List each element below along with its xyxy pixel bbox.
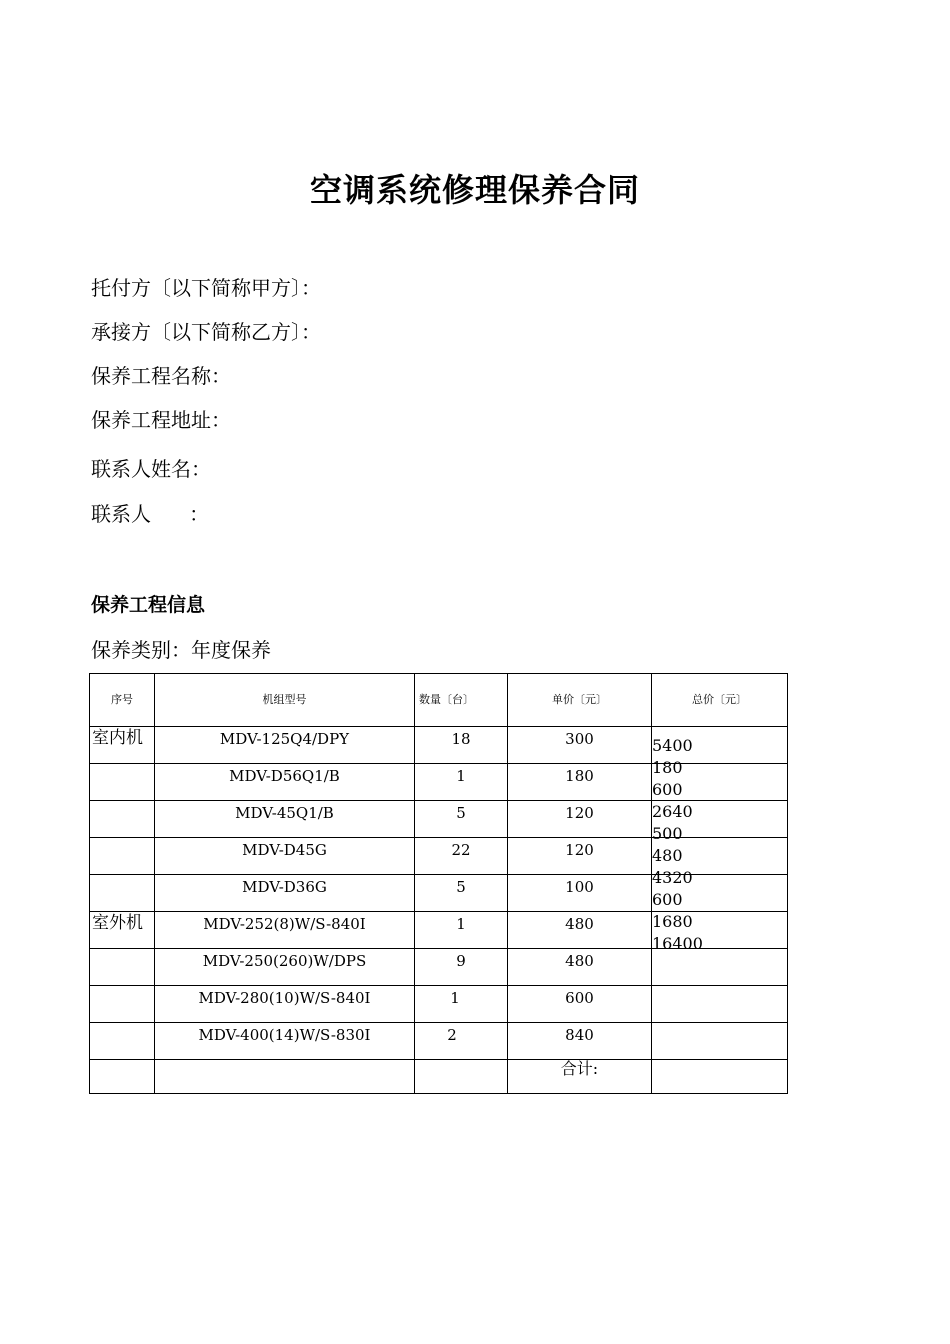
row-group <box>90 764 155 801</box>
sum-model <box>155 1060 415 1094</box>
header-quantity: 数量〔台〕 <box>415 674 508 727</box>
row-group: 室内机 <box>90 727 155 764</box>
row-group <box>90 1023 155 1060</box>
field-contact-name: 联系人姓名： <box>91 457 211 481</box>
row-total <box>652 1023 788 1060</box>
row-quantity: 1 <box>415 764 508 801</box>
row-quantity: 9 <box>415 949 508 986</box>
row-quantity: 1 <box>415 912 508 949</box>
total-value: 600 <box>652 890 683 909</box>
document-title: 空调系统修理保养合同 <box>309 171 640 209</box>
row-unit-price: 180 <box>508 764 652 801</box>
row-unit-price: 480 <box>508 949 652 986</box>
field-project-address: 保养工程地址： <box>91 408 231 432</box>
row-unit-price: 480 <box>508 912 652 949</box>
row-model: MDV-400(14)W/S-830I <box>155 1023 415 1060</box>
row-unit-price: 600 <box>508 986 652 1023</box>
header-total-price: 总价〔元〕 <box>652 674 788 727</box>
row-group <box>90 949 155 986</box>
sum-label: 合计: <box>560 1059 599 1078</box>
row-model: MDV-D36G <box>155 875 415 912</box>
row-model: MDV-250(260)W/DPS <box>155 949 415 986</box>
row-model: MDV-252(8)W/S-840I <box>155 912 415 949</box>
table-row <box>90 986 788 1023</box>
field-project-name: 保养工程名称： <box>91 364 231 388</box>
row-unit-price: 840 <box>508 1023 652 1060</box>
sum-total <box>652 1060 788 1094</box>
sum-group <box>90 1060 155 1094</box>
maintenance-category: 保养类别：年度保养 <box>91 638 271 662</box>
row-model: MDV-D45G <box>155 838 415 875</box>
header-model: 机组型号 <box>155 674 415 727</box>
row-model: MDV-45Q1/B <box>155 801 415 838</box>
field-contact: 联系人 ： <box>91 502 210 526</box>
row-quantity: 5 <box>415 875 508 912</box>
header-unit-price: 单价〔元〕 <box>508 674 652 727</box>
row-total <box>652 986 788 1023</box>
total-value: 480 <box>652 846 683 865</box>
total-value: 600 <box>652 780 683 799</box>
row-group <box>90 801 155 838</box>
row-unit-price: 300 <box>508 727 652 764</box>
row-quantity: 2 <box>415 1023 508 1060</box>
total-value: 500 <box>652 824 683 843</box>
row-group <box>90 986 155 1023</box>
table-sum-row <box>90 1060 788 1094</box>
row-quantity: 18 <box>415 727 508 764</box>
row-unit-price: 120 <box>508 801 652 838</box>
table-header-row <box>90 674 788 727</box>
total-value: 4320 <box>652 868 693 887</box>
row-model: MDV-125Q4/DPY <box>155 727 415 764</box>
total-value: 2640 <box>652 802 693 821</box>
total-value: 180 <box>652 758 683 777</box>
table-row <box>90 1023 788 1060</box>
field-contractor: 承接方〔以下简称乙方〕： <box>91 320 321 344</box>
row-quantity: 1 <box>415 986 508 1023</box>
total-value: 16400 <box>652 934 703 953</box>
row-group <box>90 838 155 875</box>
row-quantity: 22 <box>415 838 508 875</box>
row-model: MDV-280(10)W/S-840I <box>155 986 415 1023</box>
section-title: 保养工程信息 <box>91 594 206 616</box>
total-value: 5400 <box>652 736 693 755</box>
row-unit-price: 100 <box>508 875 652 912</box>
sum-quantity <box>415 1060 508 1094</box>
row-unit-price: 120 <box>508 838 652 875</box>
total-price-list <box>652 735 762 955</box>
total-value: 1680 <box>652 912 693 931</box>
row-quantity: 5 <box>415 801 508 838</box>
row-group: 室外机 <box>90 912 155 949</box>
sum-label-cell <box>508 1060 652 1094</box>
field-client: 托付方〔以下简称甲方〕： <box>91 276 321 300</box>
row-group <box>90 875 155 912</box>
row-model: MDV-D56Q1/B <box>155 764 415 801</box>
header-index: 序号 <box>90 674 155 727</box>
